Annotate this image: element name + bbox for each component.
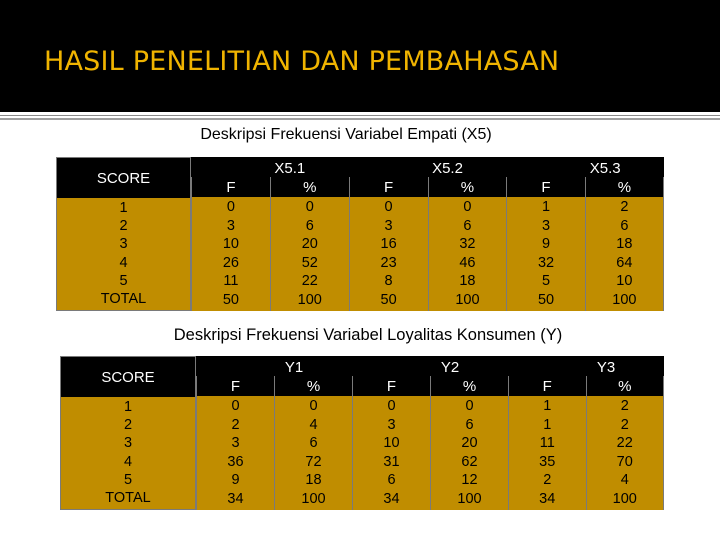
- table-cell: 9: [231, 472, 240, 489]
- table-cell: 34: [539, 490, 556, 507]
- score-cell: 5: [119, 272, 128, 289]
- percent-values: [586, 197, 663, 311]
- percent-column: [270, 177, 349, 311]
- frequency-header: F: [350, 177, 428, 197]
- table-cell: 50: [537, 291, 555, 308]
- indicator-name: X5.2: [349, 157, 507, 177]
- table-cell: 100: [457, 490, 482, 507]
- table-cell: 6: [309, 435, 318, 452]
- table-cell: 1: [543, 416, 552, 433]
- table-cell: 62: [461, 453, 478, 470]
- table-cell: 5: [541, 273, 551, 290]
- table-cell: 3: [231, 435, 240, 452]
- indicator-columns: [506, 177, 664, 311]
- percent-header: %: [586, 177, 663, 197]
- divider-line: [0, 115, 720, 116]
- percent-column: [274, 376, 352, 510]
- frequency-header: F: [507, 177, 584, 197]
- percent-header: %: [271, 177, 349, 197]
- table-cell: 1: [543, 398, 552, 415]
- score-cell: TOTAL: [105, 489, 151, 506]
- table-cell: 1: [541, 199, 551, 216]
- table-cell: 6: [463, 217, 472, 234]
- score-cell: 5: [123, 471, 133, 488]
- table2-heading: Deskripsi Frekuensi Variabel Loyalitas Konsumen (Y): [173, 326, 563, 344]
- score-column: [60, 356, 196, 510]
- frequency-values: [350, 197, 428, 311]
- table-cell: 100: [455, 291, 480, 308]
- frequency-column: [191, 177, 270, 311]
- percent-header: %: [431, 376, 508, 396]
- table-cell: 70: [616, 453, 633, 470]
- table-cell: 32: [459, 236, 476, 253]
- table-cell: 22: [301, 273, 318, 290]
- table-cell: 32: [537, 254, 555, 271]
- percent-header: %: [587, 376, 664, 396]
- table-cell: 22: [616, 435, 633, 452]
- table-cell: 50: [222, 291, 239, 308]
- table-cell: 46: [459, 254, 476, 271]
- table-cell: 20: [461, 435, 478, 452]
- frequency-table-loyalitas: [60, 356, 664, 510]
- indicator-groups: [191, 157, 664, 311]
- frequency-column: [508, 376, 586, 510]
- indicator-group: [191, 157, 349, 311]
- table-cell: 100: [301, 490, 326, 507]
- indicator-name: Y1: [196, 356, 352, 376]
- table-cell: 2: [620, 199, 629, 216]
- score-cell: 3: [123, 435, 133, 452]
- table-cell: 36: [227, 453, 244, 470]
- slide-title: HASIL PENELITIAN DAN PEMBAHASAN: [44, 46, 560, 77]
- score-header: SCORE: [57, 158, 190, 198]
- table-cell: 10: [616, 273, 633, 290]
- score-cell: TOTAL: [100, 290, 147, 307]
- indicator-group: [506, 157, 664, 311]
- table-cell: 0: [465, 398, 474, 415]
- table-cell: 0: [231, 398, 240, 415]
- table-cell: 12: [461, 472, 478, 489]
- percent-values: [271, 197, 349, 311]
- divider-line: [0, 118, 720, 120]
- table-cell: 100: [612, 291, 637, 308]
- table-cell: 50: [380, 291, 397, 308]
- table-cell: 8: [384, 273, 393, 290]
- indicator-name: Y3: [508, 356, 664, 376]
- table1-heading: Deskripsi Frekuensi Variabel Empati (X5): [200, 126, 492, 143]
- table-cell: 6: [305, 217, 314, 234]
- table-cell: 9: [541, 236, 551, 253]
- indicator-columns: [508, 376, 664, 510]
- score-cell: 4: [123, 453, 133, 470]
- table-cell: 4: [620, 472, 629, 489]
- table-cell: 0: [226, 199, 235, 216]
- frequency-values: [509, 396, 586, 510]
- table-cell: 6: [387, 472, 396, 489]
- percent-values: [431, 396, 508, 510]
- table-cell: 2: [231, 416, 240, 433]
- table-cell: 6: [620, 217, 629, 234]
- percent-values: [429, 197, 507, 311]
- score-values: [61, 397, 195, 509]
- table-cell: 23: [380, 254, 397, 271]
- indicator-name: X5.1: [191, 157, 349, 177]
- table-cell: 18: [459, 273, 476, 290]
- score-cell: 2: [123, 417, 133, 434]
- table-cell: 0: [387, 398, 396, 415]
- percent-column: [428, 177, 507, 311]
- indicator-group: [352, 356, 508, 510]
- frequency-header: F: [353, 376, 430, 396]
- indicator-group: [196, 356, 352, 510]
- table-cell: 72: [305, 453, 322, 470]
- indicator-name: X5.3: [506, 157, 664, 177]
- table-cell: 31: [383, 453, 400, 470]
- table-cell: 0: [384, 199, 393, 216]
- table-cell: 2: [620, 416, 629, 433]
- table-cell: 10: [222, 236, 239, 253]
- indicator-columns: [352, 376, 508, 510]
- table-cell: 16: [380, 236, 397, 253]
- table-cell: 34: [227, 490, 244, 507]
- score-values: [57, 198, 190, 310]
- percent-values: [275, 396, 352, 510]
- table-cell: 6: [465, 416, 474, 433]
- table-cell: 3: [387, 416, 396, 433]
- indicator-name: Y2: [352, 356, 508, 376]
- table-cell: 52: [301, 254, 318, 271]
- table-cell: 0: [305, 199, 314, 216]
- frequency-column: [506, 177, 584, 311]
- indicator-columns: [196, 376, 352, 510]
- indicator-columns: [349, 177, 507, 311]
- table-cell: 3: [226, 217, 235, 234]
- percent-column: [586, 376, 665, 510]
- frequency-column: [196, 376, 274, 510]
- table-cell: 3: [541, 217, 551, 234]
- indicator-columns: [191, 177, 349, 311]
- table-cell: 18: [616, 236, 633, 253]
- table-cell: 3: [384, 217, 393, 234]
- score-cell: 3: [119, 236, 128, 253]
- table-cell: 100: [297, 291, 322, 308]
- table-cell: 100: [612, 490, 637, 507]
- table-cell: 2: [620, 398, 629, 415]
- percent-values: [587, 396, 664, 510]
- score-cell: 1: [119, 200, 128, 217]
- percent-column: [585, 177, 664, 311]
- frequency-column: [349, 177, 428, 311]
- table-cell: 26: [222, 254, 239, 271]
- score-cell: 4: [119, 254, 128, 271]
- table-cell: 4: [309, 416, 318, 433]
- table-cell: 11: [539, 435, 555, 452]
- score-cell: 2: [119, 218, 128, 235]
- table-cell: 10: [383, 435, 400, 452]
- table-cell: 0: [463, 199, 472, 216]
- frequency-values: [507, 197, 584, 311]
- percent-column: [430, 376, 508, 510]
- percent-header: %: [429, 177, 507, 197]
- frequency-header: F: [509, 376, 586, 396]
- table-cell: 35: [539, 453, 556, 470]
- table-cell: 64: [616, 254, 633, 271]
- table-cell: 0: [309, 398, 318, 415]
- table-cell: 20: [301, 236, 318, 253]
- score-cell: 1: [123, 399, 133, 416]
- indicator-group: [508, 356, 664, 510]
- percent-header: %: [275, 376, 352, 396]
- frequency-values: [197, 396, 274, 510]
- table-cell: 11: [223, 273, 239, 290]
- frequency-header: F: [197, 376, 274, 396]
- frequency-values: [353, 396, 430, 510]
- frequency-values: [192, 197, 270, 311]
- score-header: SCORE: [61, 357, 195, 397]
- frequency-table-empati: [56, 157, 664, 311]
- table-cell: 18: [305, 472, 322, 489]
- frequency-header: F: [192, 177, 270, 197]
- table-cell: 34: [383, 490, 400, 507]
- indicator-group: [349, 157, 507, 311]
- table-cell: 2: [543, 472, 552, 489]
- indicator-groups: [196, 356, 664, 510]
- frequency-column: [352, 376, 430, 510]
- score-column: [56, 157, 191, 311]
- title-bar: [0, 0, 720, 112]
